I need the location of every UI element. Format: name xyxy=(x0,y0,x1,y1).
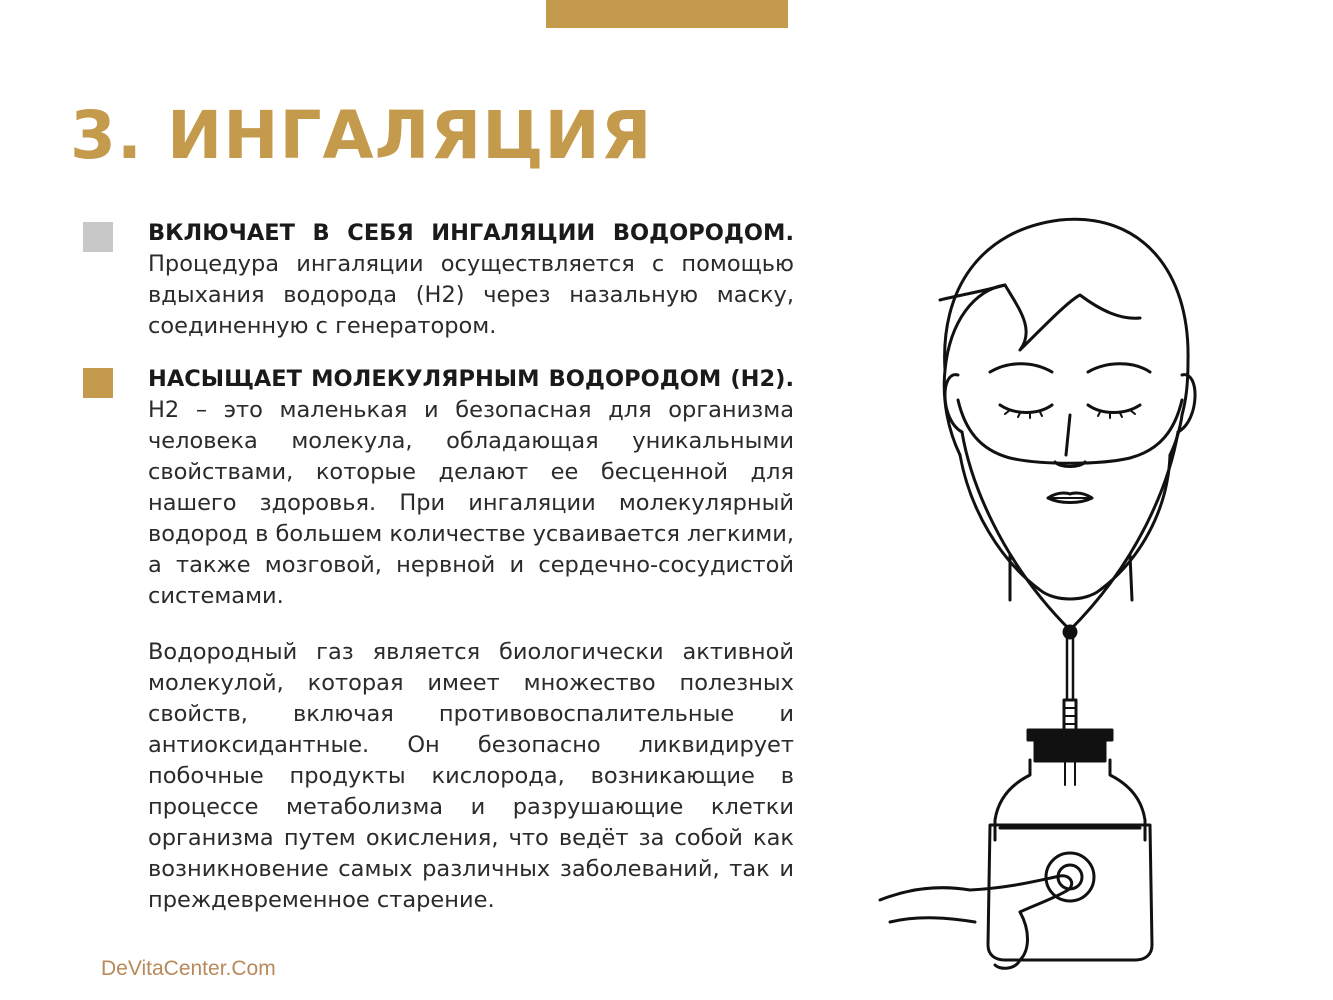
hydrogen-paragraph: Водородный газ является биологически активной молекулой, которая имеет множество полезных свойств, включая противовоспалительные и антиоксидантные. Он безопасно ликвидирует побочные продукты кислорода, возникающие в процессе метаболизма и разрушающие клетки организма путем окисления, что ведёт за собой как возникновение самых различных заболеваний, так и преждевременное старение. xyxy=(148,639,794,913)
bullet-square-gold xyxy=(83,368,113,398)
section-text: Процедура ингаляции осуществляется с помощью вдыхания водорода (Н2) через назальную маску, соединенную с генератором. xyxy=(148,251,794,339)
bullet-square-grey xyxy=(83,222,113,252)
website-link[interactable]: DeVitaCenter.Com xyxy=(101,957,276,980)
section-text: Н2 – это маленькая и безопасная для организма человека молекула, обладающая уникальными свойствами, которые делают ее бесценной для нашего здоровья. При ингаляции молекулярный водород в большем количестве усваивается легкими, а также мозговой, нервной и сердечно-сосудистой системами. xyxy=(148,397,795,609)
section-inhalation xyxy=(148,218,794,342)
top-accent-bar xyxy=(546,0,788,28)
section-lead: ВКЛЮЧАЕТ В СЕБЯ ИНГАЛЯЦИИ ВОДОРОДОМ. xyxy=(148,220,794,246)
section-lead: НАСЫЩАЕТ МОЛЕКУЛЯРНЫМ ВОДОРОДОМ (Н2). xyxy=(148,366,794,392)
face-with-nasal-cannula-icon xyxy=(870,200,1250,970)
page-title: 3. ИНГАЛЯЦИЯ xyxy=(70,97,653,174)
section-saturation xyxy=(148,364,794,612)
